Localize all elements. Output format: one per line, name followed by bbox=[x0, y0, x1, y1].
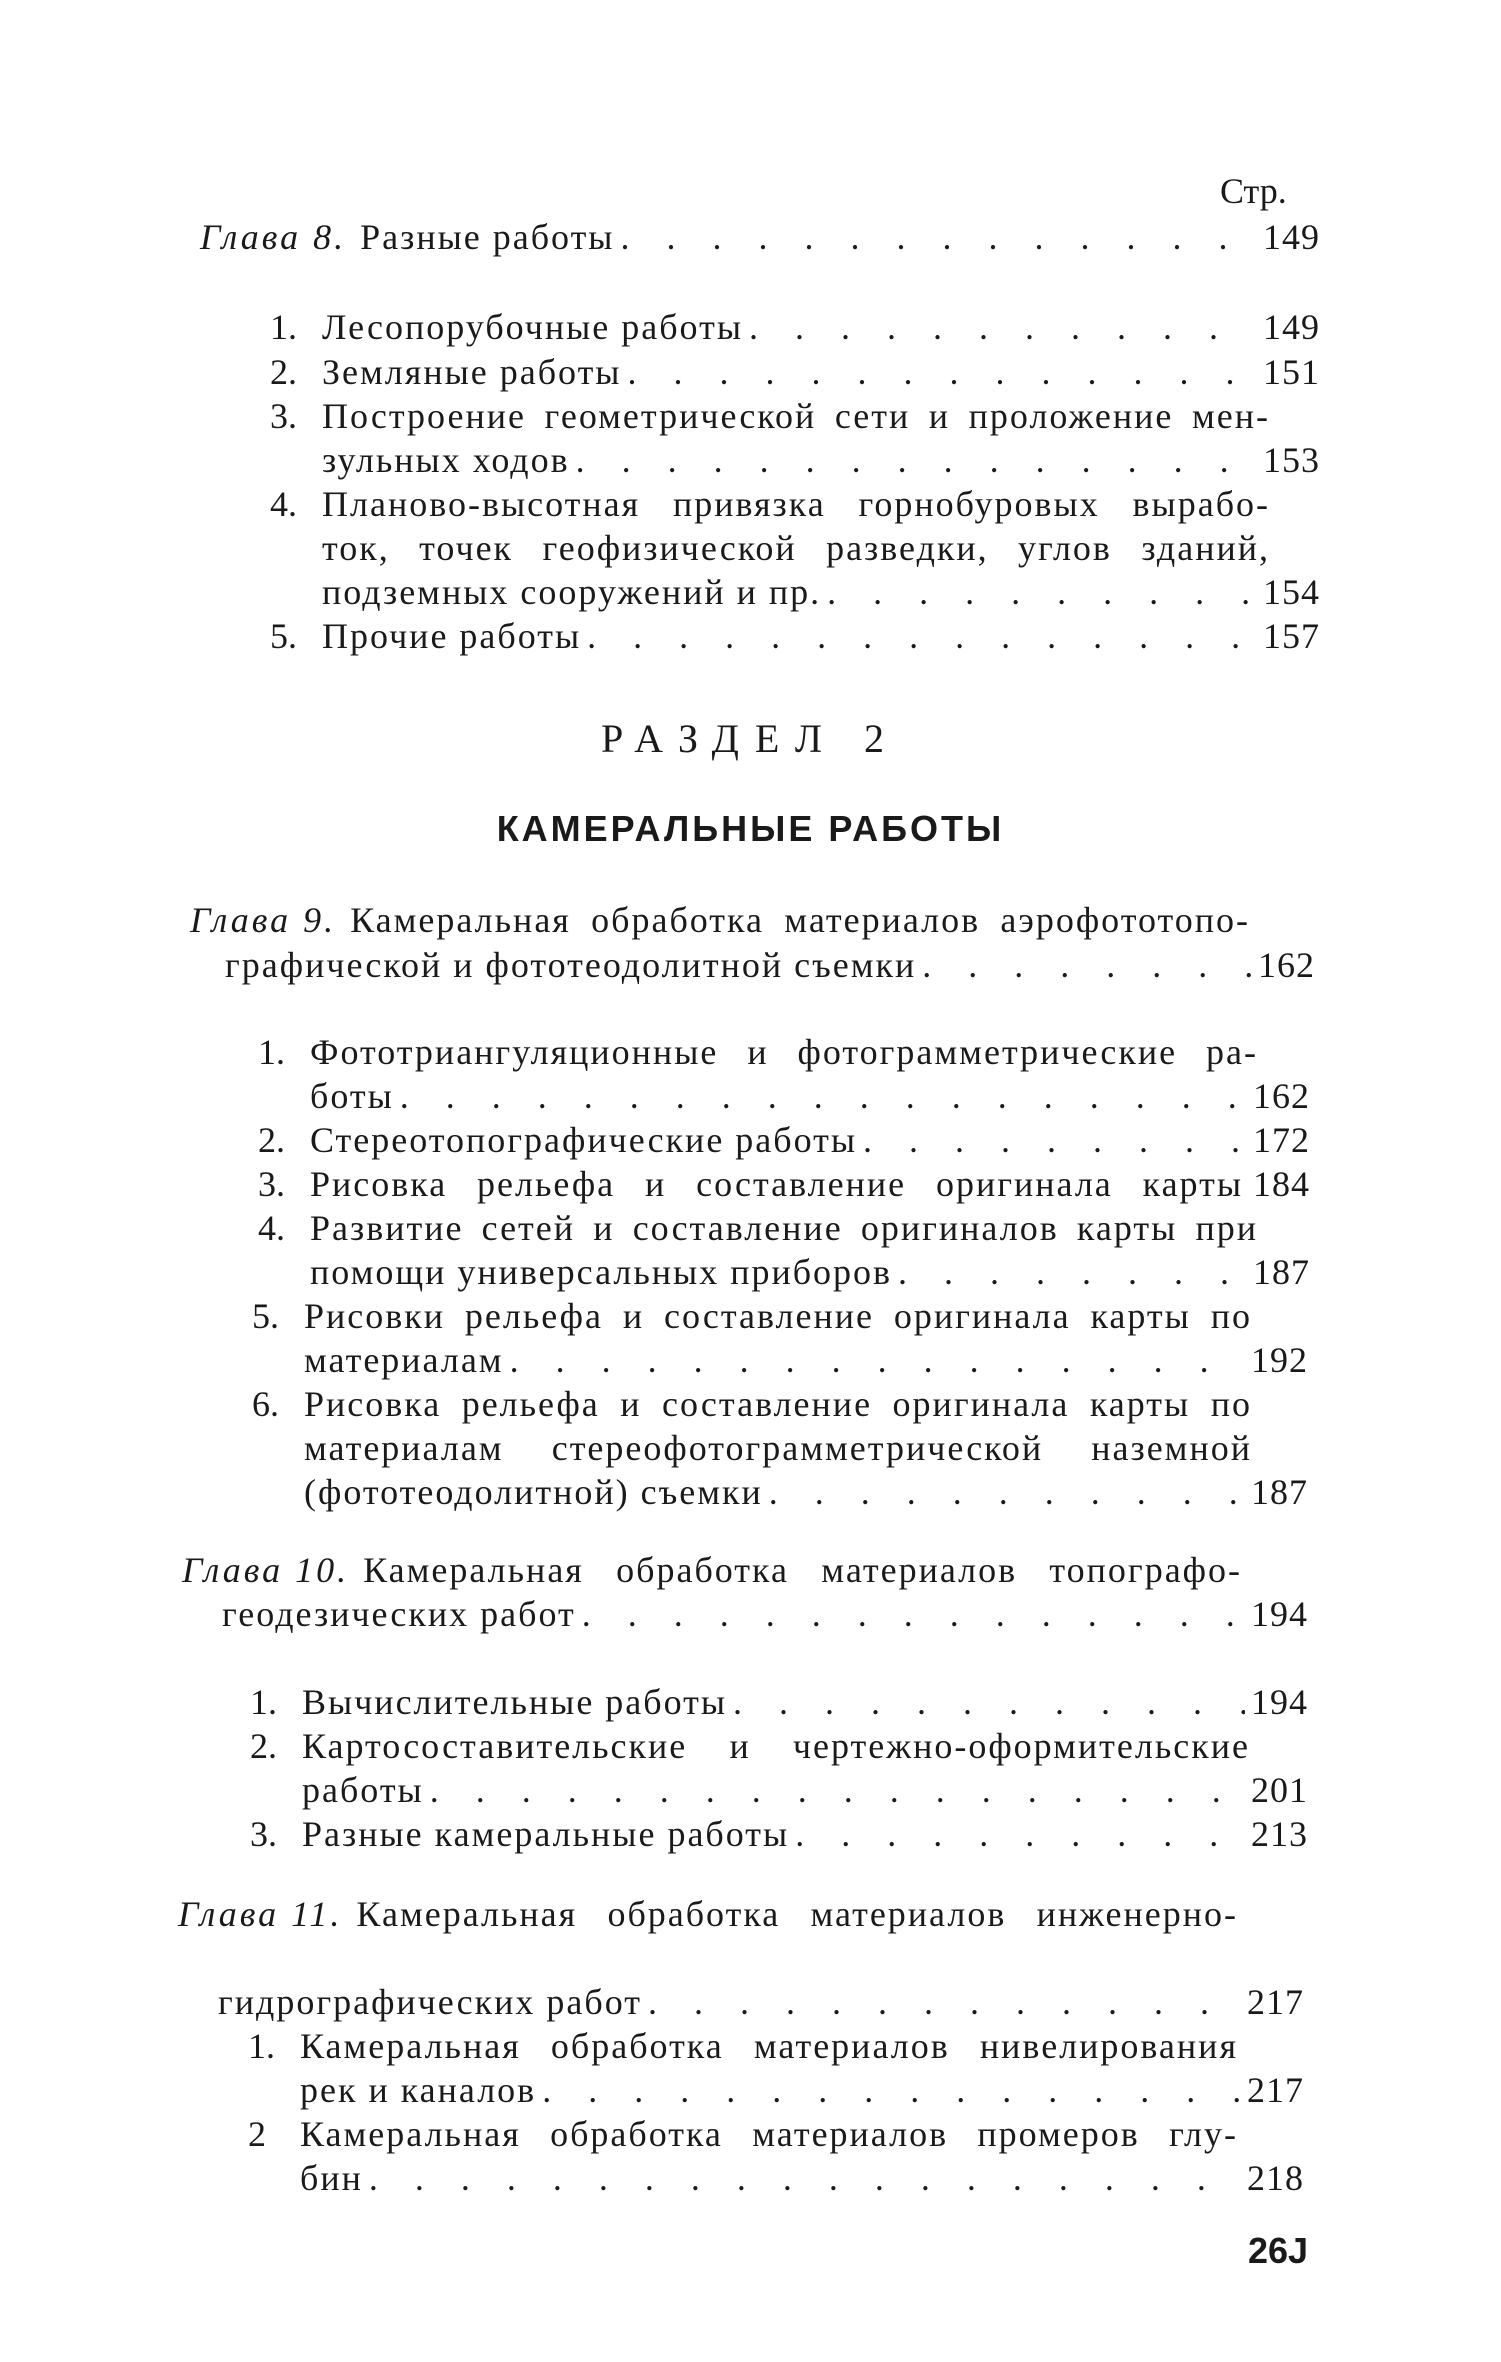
leader-dots bbox=[648, 1980, 1241, 2024]
page-ref: 194 bbox=[1251, 1594, 1308, 1634]
toc-item-continuation bbox=[322, 570, 1320, 614]
item-number: 5. bbox=[252, 1296, 279, 1336]
item-text: Земляные работы bbox=[322, 352, 622, 392]
item-text-line: Камеральная обработка материалов промеров глу- bbox=[300, 2114, 1238, 2154]
item-number: 1. bbox=[248, 2026, 275, 2066]
toc-item-continuation bbox=[304, 1470, 1308, 1514]
section-title: КАМЕРАЛЬНЫЕ РАБОТЫ bbox=[496, 808, 1005, 849]
page-ref: 192 bbox=[1251, 1340, 1308, 1380]
chapter-title: Разные работы bbox=[360, 217, 615, 257]
item-text-line: материалам bbox=[304, 1340, 504, 1380]
item-number: 1. bbox=[270, 307, 297, 347]
leader-dots bbox=[621, 215, 1258, 259]
toc-item bbox=[270, 394, 1270, 438]
toc-item-continuation bbox=[302, 1768, 1308, 1812]
leader-dots bbox=[898, 1250, 1247, 1294]
page-ref: 162 bbox=[1258, 945, 1315, 985]
toc-item bbox=[250, 1812, 1308, 1856]
page-ref: 153 bbox=[1263, 440, 1320, 480]
chapter-title-line: Камеральная обработка материалов инженерно- bbox=[356, 1894, 1238, 1934]
page-number: 26J bbox=[1248, 2230, 1309, 2271]
item-text-line: Планово-высотная привязка горнобуровых вырабо- bbox=[322, 484, 1270, 524]
item-text-line: Фототриангуляционные и фотограмметрические ра- bbox=[310, 1032, 1258, 1072]
leader-dots bbox=[749, 305, 1257, 349]
leader-dots bbox=[542, 2068, 1241, 2112]
item-text-line: Развитие сетей и составление оригиналов карты при bbox=[310, 1208, 1258, 1248]
toc-item bbox=[252, 1294, 1252, 1338]
section-number: РАЗДЕЛ 2 bbox=[601, 716, 900, 761]
item-text-line: Построение геометрической сети и проложение мен- bbox=[322, 396, 1270, 436]
leader-dots bbox=[587, 614, 1257, 658]
item-text: Прочие работы bbox=[322, 616, 582, 656]
toc-item bbox=[252, 1382, 1252, 1426]
page-ref: 194 bbox=[1251, 1682, 1308, 1722]
item-text: Разные камеральные работы bbox=[302, 1814, 790, 1854]
toc-item bbox=[250, 1680, 1308, 1724]
page-ref: 184 bbox=[1253, 1164, 1310, 1204]
item-text-line: Камеральная обработка материалов нивелирования bbox=[300, 2026, 1238, 2066]
page-ref: 157 bbox=[1263, 616, 1320, 656]
leader-dots bbox=[733, 1680, 1245, 1724]
chapter-11-continuation bbox=[218, 1980, 1304, 2024]
item-text-line: Картосоставительские и чертежно-оформительские bbox=[302, 1726, 1250, 1766]
toc-item bbox=[270, 305, 1320, 349]
page-ref: 213 bbox=[1251, 1814, 1308, 1854]
page-ref: 172 bbox=[1253, 1120, 1310, 1160]
item-number: 4. bbox=[270, 484, 297, 524]
leader-dots bbox=[827, 570, 1257, 614]
toc-item bbox=[258, 1030, 1258, 1074]
page-ref: 151 bbox=[1263, 352, 1320, 392]
leader-dots bbox=[628, 350, 1258, 394]
item-number: 4. bbox=[258, 1208, 285, 1248]
chapter-title-line: гидрографических работ bbox=[218, 1982, 642, 2022]
chapter-label: Глава 11. bbox=[178, 1894, 343, 1934]
item-number: 2. bbox=[270, 352, 297, 392]
chapter-8-entry bbox=[200, 215, 1320, 259]
page-ref: 217 bbox=[1247, 1982, 1304, 2022]
item-text: Лесопорубочные работы bbox=[322, 307, 744, 347]
item-text: Стереотопографические работы bbox=[310, 1120, 858, 1160]
chapter-label: Глава 9. bbox=[190, 900, 337, 940]
toc-item bbox=[248, 2112, 1238, 2156]
toc-item-continuation bbox=[322, 438, 1320, 482]
page-ref: 154 bbox=[1263, 572, 1320, 612]
chapter-title-line: Камеральная обработка материалов аэрофототопо- bbox=[350, 900, 1250, 940]
toc-item bbox=[250, 1724, 1250, 1768]
chapter-9-entry bbox=[190, 898, 1250, 942]
leader-dots bbox=[863, 1118, 1247, 1162]
leader-dots bbox=[510, 1338, 1245, 1382]
page-ref: 187 bbox=[1253, 1252, 1310, 1292]
item-number: 2 bbox=[248, 2114, 266, 2154]
toc-item bbox=[258, 1162, 1310, 1206]
leader-dots bbox=[576, 438, 1257, 482]
item-text-line: зульных ходов bbox=[322, 440, 570, 480]
item-text-line: материалам стереофотограмметрической наземной bbox=[304, 1428, 1252, 1468]
item-text-line: работы bbox=[302, 1770, 424, 1810]
item-text-line: ток, точек геофизической разведки, углов зданий, bbox=[322, 528, 1270, 568]
page-ref: 187 bbox=[1251, 1472, 1308, 1512]
page-ref: 217 bbox=[1247, 2070, 1304, 2110]
toc-item-continuation bbox=[300, 2156, 1304, 2200]
chapter-label: Глава 8. bbox=[200, 217, 347, 257]
item-text-line: бин bbox=[300, 2158, 363, 2198]
item-number: 3. bbox=[258, 1164, 285, 1204]
item-text: Вычислительные работы bbox=[302, 1682, 728, 1722]
toc-item-continuation bbox=[322, 526, 1270, 570]
page-ref: 201 bbox=[1251, 1770, 1308, 1810]
page-ref: 218 bbox=[1247, 2158, 1304, 2198]
toc-item-continuation bbox=[310, 1074, 1310, 1118]
toc-item-continuation bbox=[304, 1426, 1252, 1470]
item-number: 3. bbox=[250, 1814, 277, 1854]
page-ref: 149 bbox=[1263, 307, 1320, 347]
item-number: 5. bbox=[270, 616, 297, 656]
leader-dots bbox=[922, 943, 1252, 987]
toc-item bbox=[258, 1118, 1310, 1162]
leader-dots bbox=[769, 1470, 1245, 1514]
item-text-line: подземных сооружений и пр. bbox=[322, 572, 822, 612]
item-number: 6. bbox=[252, 1384, 279, 1424]
page-column-label: Стр. bbox=[1220, 171, 1287, 211]
item-number: 1. bbox=[258, 1032, 285, 1072]
item-number: 1. bbox=[250, 1682, 277, 1722]
leader-dots bbox=[582, 1592, 1245, 1636]
chapter-label: Глава 10. bbox=[182, 1550, 350, 1590]
item-number: 3. bbox=[270, 396, 297, 436]
item-text-line: рек и каналов bbox=[300, 2070, 537, 2110]
toc-item-continuation bbox=[300, 2068, 1304, 2112]
item-text-line: Рисовка рельефа и составление оригинала карты по bbox=[304, 1384, 1252, 1424]
toc-item bbox=[248, 2024, 1238, 2068]
chapter-10-continuation bbox=[222, 1592, 1308, 1636]
item-text-line: помощи универсальных приборов bbox=[310, 1252, 893, 1292]
chapter-title-line: графической и фототеодолитной съемки bbox=[225, 945, 917, 985]
item-number: 2. bbox=[250, 1726, 277, 1766]
toc-item bbox=[258, 1206, 1258, 1250]
page-ref: 162 bbox=[1253, 1076, 1310, 1116]
item-text-line: Рисовки рельефа и составление оригинала карты по bbox=[304, 1296, 1252, 1336]
toc-item bbox=[270, 482, 1270, 526]
chapter-10-entry bbox=[182, 1548, 1242, 1592]
item-text-line: (фототеодолитной) съемки bbox=[304, 1472, 763, 1512]
chapter-title-line: Камеральная обработка материалов топографо- bbox=[363, 1550, 1242, 1590]
leader-dots bbox=[795, 1812, 1245, 1856]
toc-item-continuation bbox=[304, 1338, 1308, 1382]
toc-item bbox=[270, 350, 1320, 394]
item-number: 2. bbox=[258, 1120, 285, 1160]
toc-item-continuation bbox=[310, 1250, 1310, 1294]
chapter-title-line: геодезических работ bbox=[222, 1594, 576, 1634]
chapter-9-continuation bbox=[225, 943, 1315, 987]
leader-dots bbox=[430, 1768, 1245, 1812]
chapter-11-entry bbox=[178, 1892, 1238, 1936]
item-text-line: боты bbox=[310, 1076, 394, 1116]
leader-dots bbox=[400, 1074, 1247, 1118]
page-ref: 149 bbox=[1263, 217, 1320, 257]
leader-dots bbox=[369, 2156, 1241, 2200]
toc-item bbox=[270, 614, 1320, 658]
item-text: Рисовка рельефа и составление оригинала карты bbox=[310, 1164, 1243, 1204]
